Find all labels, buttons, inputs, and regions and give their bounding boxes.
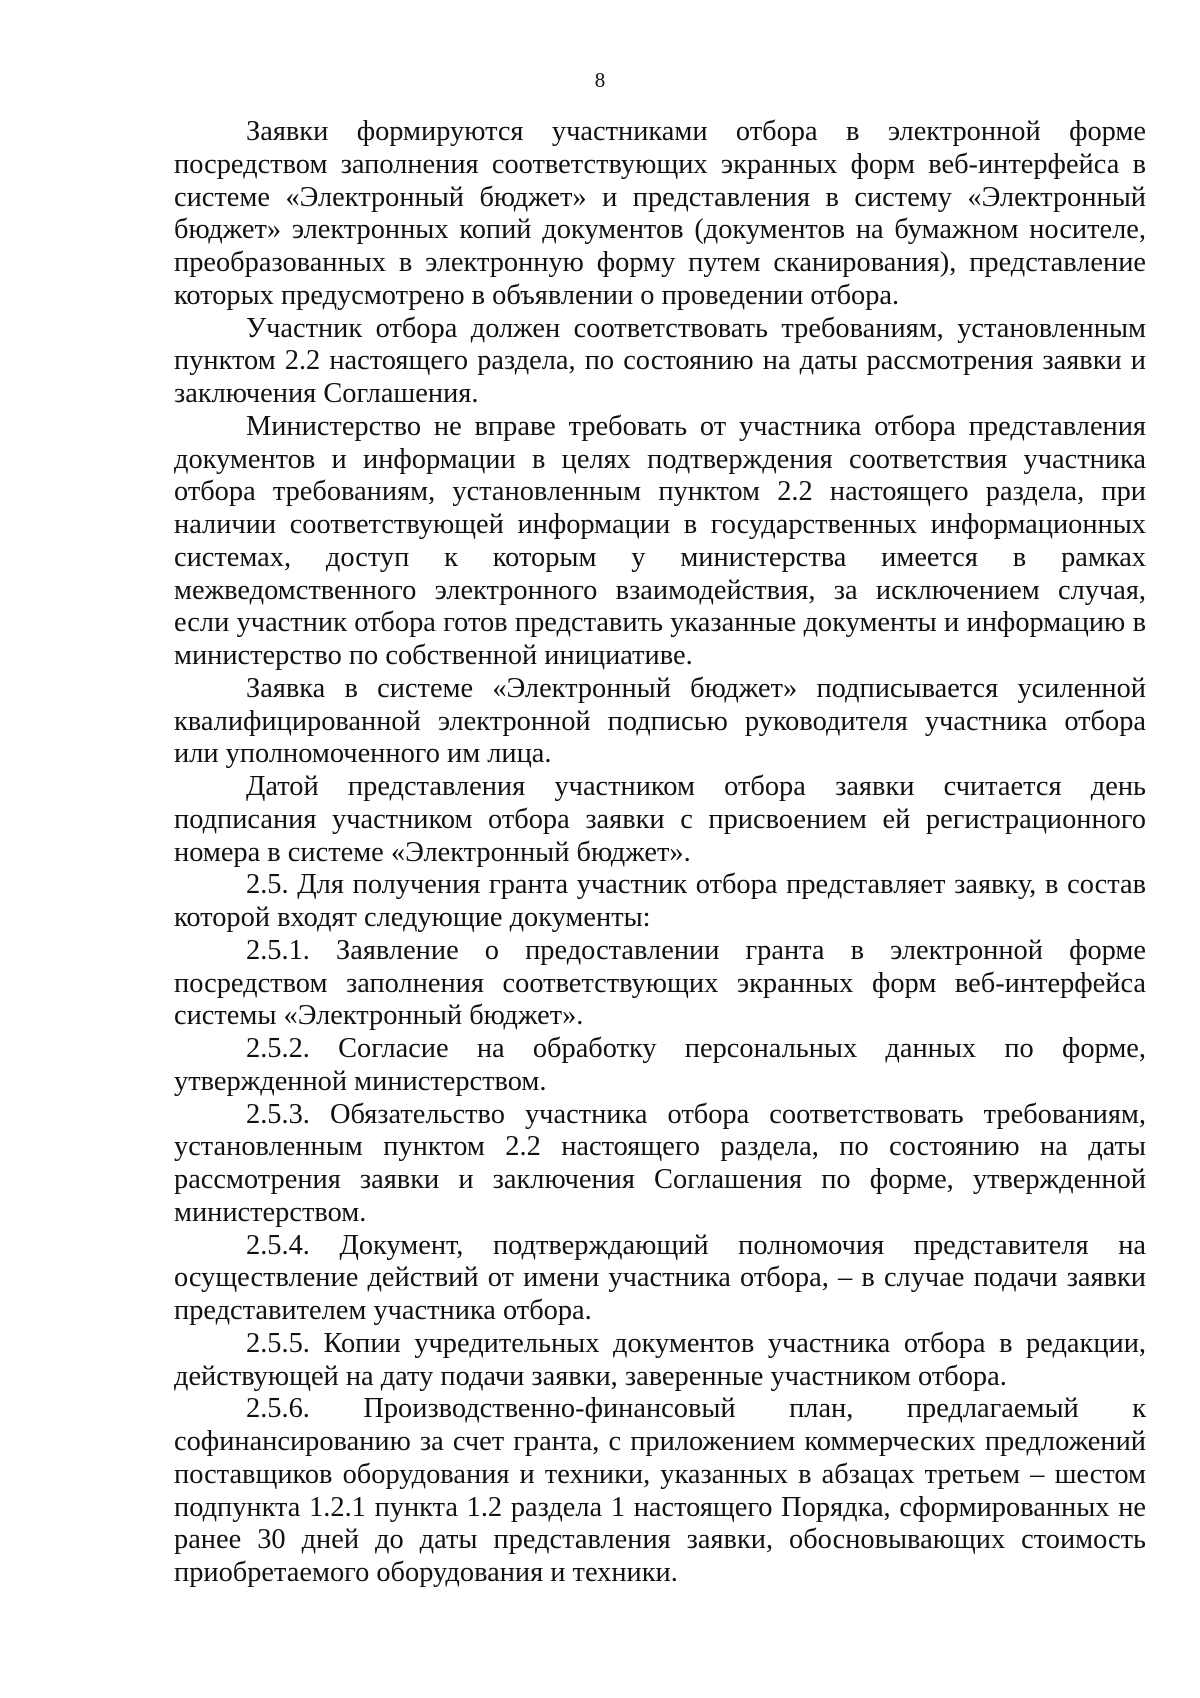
paragraph-section-2-5-4: 2.5.4. Документ, подтверждающий полномочия представителя на осуществление действий от имени участника отбора, – в случае подачи заявки представителем участника отбора. xyxy=(174,1229,1146,1326)
paragraph-section-2-5-6: 2.5.6. Производственно-финансовый план, предлагаемый к софинансированию за счет гранта, с приложением коммерческих предложений поставщиков оборудования и техники, указанных в абзацах третьем – шестом подпункта 1.2.1 пункта 1.2 раздела 1 настоящего Порядка, сформированных не ранее 30 дней до даты представления заявки, обосновывающих стоимость приобретаемого оборудования и техники. xyxy=(174,1393,1146,1588)
paragraph-section-2-5-3: 2.5.3. Обязательство участника отбора соответствовать требованиям, установленным пунктом 2.2 настоящего раздела, по состоянию на даты рассмотрения заявки и заключения Соглашения по форме, утвержденной министерством. xyxy=(174,1098,1146,1228)
paragraph-section-2-5: 2.5. Для получения гранта участник отбора представляет заявку, в состав которой входят следующие документы: xyxy=(174,869,1146,933)
paragraph-section-2-5-5: 2.5.5. Копии учредительных документов участника отбора в редакции, действующей на дату подачи заявки, заверенные участником отбора. xyxy=(174,1327,1146,1392)
paragraph-section-2-5-1: 2.5.1. Заявление о предоставлении гранта в электронной форме посредством заполнения соответствующих экранных форм веб-интерфейса системы «Электронный бюджет». xyxy=(174,934,1146,1032)
page-number: 8 xyxy=(594,68,606,92)
document-body xyxy=(174,116,1146,1590)
paragraph-ministry-not-entitled: Министерство не вправе требовать от участника отбора представления документов и информации в целях подтверждения соответствия участника отбора требованиям, установленным пунктом 2.2 настоящего раздела, при наличии соответствующей информации в государственных информационных системах, доступ к которым у министерства имеется в рамках межведомственного электронного взаимодействия, за исключением случая, если участник отбора готов представить указанные документы и информацию в министерство по собственной инициативе. xyxy=(174,410,1146,671)
paragraph-application-signature: Заявка в системе «Электронный бюджет» подписывается усиленной квалифицированной электронной подписью руководителя участника отбора или уполномоченного им лица. xyxy=(174,672,1146,770)
paragraph-section-2-5-2: 2.5.2. Согласие на обработку персональных данных по форме, утвержденной министерством. xyxy=(174,1033,1146,1097)
paragraph-submission-date: Датой представления участником отбора заявки считается день подписания участником отбора заявки с присвоением ей регистрационного номера в системе «Электронный бюджет». xyxy=(174,771,1146,868)
paragraph-participant-requirements: Участник отбора должен соответствовать требованиям, установленным пунктом 2.2 настоящего раздела, по состоянию на даты рассмотрения заявки и заключения Соглашения. xyxy=(174,312,1146,409)
paragraph-applications-formed: Заявки формируются участниками отбора в электронной форме посредством заполнения соответствующих экранных форм веб-интерфейса в системе «Электронный бюджет» и представления в систему «Электронный бюджет» электронных копий документов (документов на бумажном носителе, преобразованных в электронную форму путем сканирования), представление которых предусмотрено в объявлении о проведении отбора. xyxy=(174,116,1146,311)
